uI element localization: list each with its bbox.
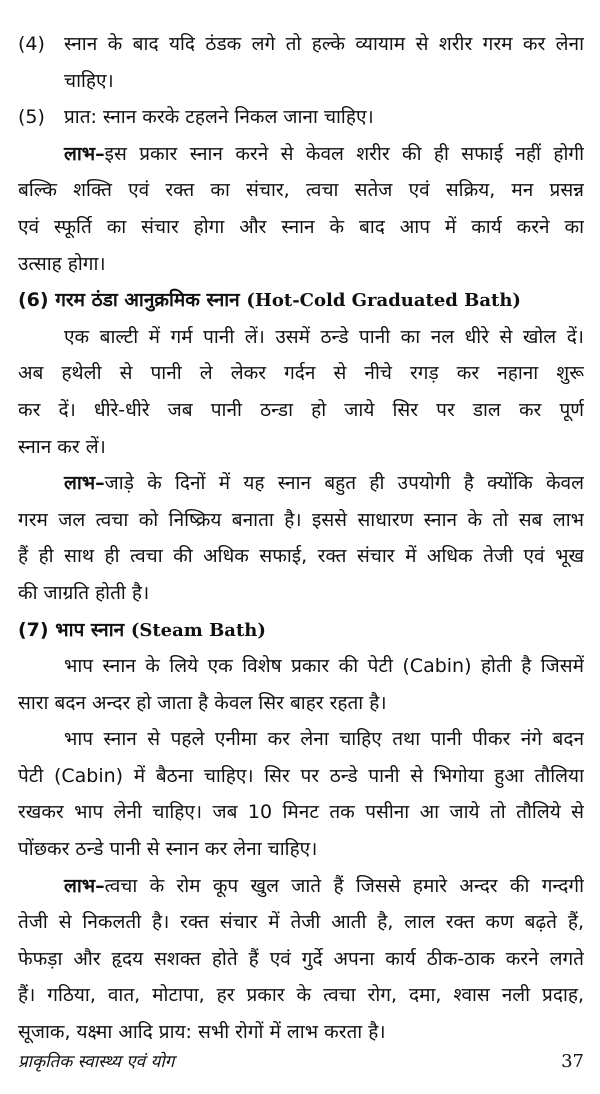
benefit-3-line-5: सूजाक, यक्ष्मा आदि प्राय: सभी रोगों में लाभ करता है। <box>18 1021 386 1044</box>
item-4-number: (4) <box>18 33 45 55</box>
section-7-p2-line-2: पेटी (Cabin) में बैठना चाहिए। सिर पर ठन्डे पानी से भिगोया हुआ तौलिया <box>18 764 584 787</box>
benefit-1-label: लाभ– <box>64 142 105 165</box>
item-5-number: (5) <box>18 106 45 129</box>
item-4-line-2 <box>18 63 584 100</box>
benefit-1-line-1 <box>18 136 584 173</box>
section-6-english-title: (Hot-Cold Graduated Bath) <box>246 290 521 312</box>
section-6-line-2: अब हथेली से पानी ले लेकर गर्दन से नीचे रगड़ कर नहाना शुरू <box>18 362 584 385</box>
benefit-2-label: लाभ– <box>64 472 105 495</box>
benefit-2-text-1: जाड़े के दिनों में यह स्नान बहुत ही उपयोगी है क्योंकि केवल <box>104 472 584 495</box>
page-footer <box>18 1047 584 1077</box>
section-7-p2-line-4: पोंछकर ठन्डे पानी से स्नान कर लेना चाहिए। <box>18 838 318 861</box>
item-4-text-2: चाहिए। <box>64 69 114 92</box>
benefit-2-line-1 <box>18 465 584 502</box>
benefit-1-line-2: बल्कि शक्ति एवं रक्त का संचार, त्वचा सतेज एवं सक्रिय, मन प्रसन्न <box>18 179 584 202</box>
section-7-p2-line-1: भाप स्नान से पहले एनीमा कर लेना चाहिए तथा पानी पीकर नंगे बदन <box>64 728 584 751</box>
section-7-p2-line-3: रखकर भाप लेनी चाहिए। जब 10 मिनट तक पसीना आ जाये तो तौलिये से <box>18 801 584 824</box>
item-4-line-1 <box>18 26 584 63</box>
footer-page-number: 37 <box>561 1051 584 1072</box>
benefit-3-label: लाभ– <box>64 874 105 897</box>
section-6-number: (6) <box>18 289 49 312</box>
section-7-heading <box>18 612 584 649</box>
benefit-3-line-1 <box>18 868 584 905</box>
section-6-line-3: कर दें। धीरे-धीरे जब पानी ठन्डा हो जाये सिर पर डाल कर पूर्ण <box>18 398 584 421</box>
benefit-2-line-4: की जाग्रति होती है। <box>18 581 150 604</box>
benefit-2-line-3: हैं ही साथ ही त्वचा की अधिक सफाई, रक्त संचार में अधिक तेजी एवं भूख <box>18 545 584 568</box>
section-7-number: (7) <box>18 618 49 641</box>
section-6-line-1: एक बाल्टी में गर्म पानी लें। उसमें ठन्डे पानी का नल धीरे से खोल दें। <box>64 325 584 348</box>
page-body <box>18 26 584 1051</box>
benefit-3-line-3: फेफड़ा और हृदय सशक्त होते हैं एवं गुर्दे अपना कार्य ठीक-ठाक करने लगते <box>18 947 584 970</box>
benefit-3-line-4: हैं। गठिया, वात, मोटापा, हर प्रकार के त्वचा रोग, दमा, श्वास नली प्रदाह, <box>18 984 584 1007</box>
section-7-p1-line-2: सारा बदन अन्दर हो जाता है केवल सिर बाहर रहता है। <box>18 691 387 714</box>
section-6-title: गरम ठंडा आनुक्रमिक स्नान <box>55 289 240 312</box>
item-5-line-1 <box>18 99 584 136</box>
benefit-1-line-3: एवं स्फूर्ति का संचार होगा और स्नान के बाद आप में कार्य करने का <box>18 215 584 238</box>
section-7-english-title: (Steam Bath) <box>130 619 266 641</box>
section-6-heading <box>18 282 584 319</box>
section-6-line-4: स्नान कर लें। <box>18 435 106 458</box>
section-7-title: भाप स्नान <box>55 618 125 641</box>
item-4-text-1: स्नान के बाद यदि ठंडक लगे तो हल्के व्यायाम से शरीर गरम कर लेना <box>64 33 584 55</box>
benefit-1-line-4: उत्साह होगा। <box>18 252 106 275</box>
benefit-1-text-1: इस प्रकार स्नान करने से केवल शरीर की ही सफाई नहीं होगी <box>104 142 584 165</box>
footer-book-title: प्राकृतिक स्वास्थ्य एवं योग <box>18 1052 175 1072</box>
section-7-p1-line-1: भाप स्नान के लिये एक विशेष प्रकार की पेटी (Cabin) होती है जिसमें <box>64 655 584 678</box>
benefit-3-text-1: त्वचा के रोम कूप खुल जाते हैं जिससे हमारे अन्दर की गन्दगी <box>104 874 584 897</box>
item-5-text-1: प्रात: स्नान करके टहलने निकल जाना चाहिए। <box>64 106 374 129</box>
benefit-2-line-2: गरम जल त्वचा को निष्क्रिय बनाता है। इससे साधारण स्नान के तो सब लाभ <box>18 508 584 531</box>
benefit-3-line-2: तेजी से निकलती है। रक्त संचार में तेजी आती है, लाल रक्त कण बढ़ते हैं, <box>18 911 584 934</box>
